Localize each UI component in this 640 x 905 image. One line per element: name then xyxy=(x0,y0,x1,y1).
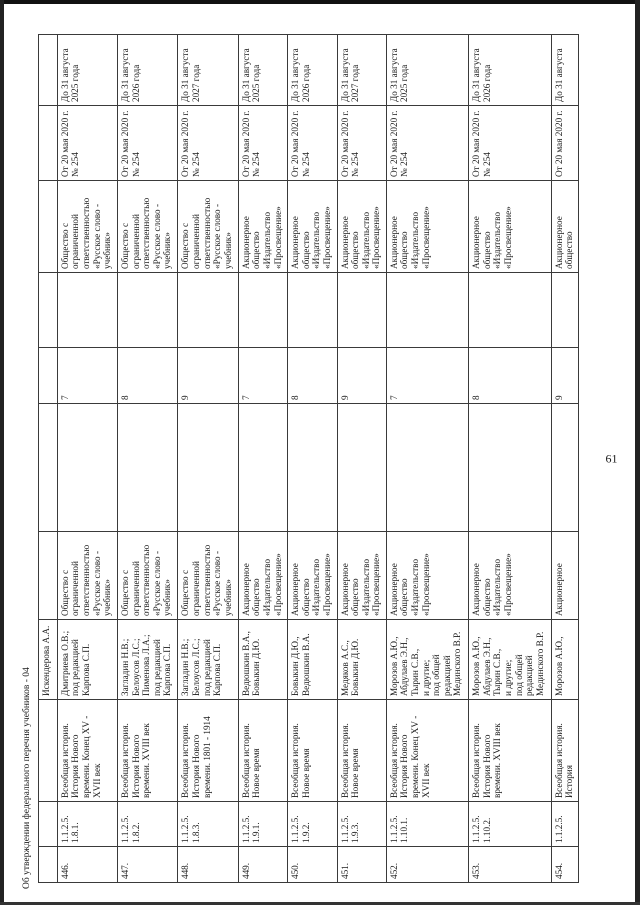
cell-until: До 31 августа 2026 года xyxy=(118,35,178,106)
cell-org: Акционерное общество «Издательство «Просвещение» xyxy=(469,181,551,273)
cell-title: Всеобщая история. История Нового времени. XVIII век xyxy=(118,700,178,802)
cell-code: 1.1.2.5. 1.8.1. xyxy=(57,802,117,847)
cell-title: Всеобщая история. Новое время xyxy=(337,700,386,802)
cell-order xyxy=(39,106,58,181)
cell-publisher: Общество с ограниченной ответственностью «Русское слово - учебник» xyxy=(118,532,178,620)
cell-code: 1.1.2.5. 1.9.1. xyxy=(238,802,287,847)
cell-until: До 31 августа 2025 года xyxy=(386,35,468,106)
cell-num: 452. xyxy=(386,847,468,883)
table-row xyxy=(118,35,178,883)
table-row xyxy=(238,35,287,883)
cell-code: 1.1.2.5. 1.8.3. xyxy=(178,802,238,847)
footer-note: Об утверждении федерального перечня учебников - 04 xyxy=(22,667,32,889)
cell-until: До 31 августа 2027 года xyxy=(178,35,238,106)
cell-num: 447. xyxy=(118,847,178,883)
cell-org: Акционерное общество xyxy=(551,181,578,273)
cell-org: Общество с ограниченной ответственностью «Русское слово - учебник» xyxy=(178,181,238,273)
table-row xyxy=(288,35,337,883)
cell-order: От 20 мая 2020 г. № 254 xyxy=(337,106,386,181)
cell-empty xyxy=(337,404,386,532)
table-row xyxy=(551,35,578,883)
cell-publisher xyxy=(39,532,58,620)
cell-authors: Искендерова А.А. xyxy=(39,620,58,700)
cell-org xyxy=(39,181,58,273)
cell-until: До 31 августа 2026 года xyxy=(469,35,551,106)
cell-title xyxy=(39,700,58,802)
cell-code: 1.1.2.5. 1.8.2. xyxy=(118,802,178,847)
cell-grade: 9 xyxy=(551,348,578,404)
cell-code: 1.1.2.5. 1.10.2. xyxy=(469,802,551,847)
cell-title: Всеобщая история. История Нового времени. XVIII век xyxy=(469,700,551,802)
cell-title: Всеобщая история. История Нового времени. Конец XV - XVII век xyxy=(386,700,468,802)
cell-order: От 20 мая 2020 г. № 254 xyxy=(288,106,337,181)
cell-num xyxy=(39,847,58,883)
table-row xyxy=(57,35,117,883)
continuation-row xyxy=(39,35,58,883)
cell-empty xyxy=(469,404,551,532)
cell-order: От 20 мая 2020 г. № 254 xyxy=(238,106,287,181)
cell-title: Всеобщая история. Новое время xyxy=(238,700,287,802)
cell-empty xyxy=(57,404,117,532)
cell-empty xyxy=(288,404,337,532)
cell-order: От 20 мая 2020 г. № 254 xyxy=(178,106,238,181)
cell-code: 1.1.2.5. 1.9.3. xyxy=(337,802,386,847)
cell-order: От 20 мая 2020 г. № 254 xyxy=(469,106,551,181)
cell-publisher: Акционерное общество «Издательство «Просвещение» xyxy=(337,532,386,620)
cell-empty xyxy=(469,273,551,348)
cell-grade: 9 xyxy=(337,348,386,404)
cell-empty xyxy=(288,273,337,348)
cell-title: Всеобщая история. История Нового времени. 1801 - 1914 xyxy=(178,700,238,802)
cell-grade xyxy=(39,348,58,404)
cell-order: От 20 мая 2020 г. № 254 xyxy=(118,106,178,181)
cell-num: 446. xyxy=(57,847,117,883)
cell-until: До 31 августа 2027 года xyxy=(337,35,386,106)
cell-empty xyxy=(551,273,578,348)
cell-grade: 8 xyxy=(469,348,551,404)
cell-empty xyxy=(551,404,578,532)
cell-order: От 20 мая 2020 г. xyxy=(551,106,578,181)
cell-grade: 9 xyxy=(178,348,238,404)
cell-title: Всеобщая история. Новое время xyxy=(288,700,337,802)
cell-until: До 31 августа 2026 года xyxy=(288,35,337,106)
cell-num: 454. xyxy=(551,847,578,883)
cell-num: 451. xyxy=(337,847,386,883)
cell-grade: 7 xyxy=(386,348,468,404)
cell-until: До 31 августа 2025 года xyxy=(238,35,287,106)
cell-grade: 8 xyxy=(288,348,337,404)
cell-org: Общество с ограниченной ответственностью «Русское слово - учебник» xyxy=(57,181,117,273)
cell-authors: Ведюшкин В.А., Бовыкин Д.Ю. xyxy=(238,620,287,700)
table-row xyxy=(386,35,468,883)
cell-code: 1.1.2.5. xyxy=(551,802,578,847)
cell-empty xyxy=(337,273,386,348)
cell-empty xyxy=(178,404,238,532)
cell-grade: 7 xyxy=(238,348,287,404)
cell-authors: Дмитриева О.В.; под редакцией Карпова С.П. xyxy=(57,620,117,700)
cell-num: 450. xyxy=(288,847,337,883)
cell-publisher: Акционерное xyxy=(551,532,578,620)
cell-empty xyxy=(386,273,468,348)
cell-num: 453. xyxy=(469,847,551,883)
cell-code: 1.1.2.5. 1.10.1. xyxy=(386,802,468,847)
cell-org: Акционерное общество «Издательство «Просвещение» xyxy=(386,181,468,273)
cell-authors: Медяков А.С., Бовыкин Д.Ю. xyxy=(337,620,386,700)
cell-authors: Морозов А.Ю., Абдулаев Э.Н., Тырин С.В., и другие; под общей редакцией Мединского В.Р. xyxy=(386,620,468,700)
cell-num: 449. xyxy=(238,847,287,883)
cell-title: Всеобщая история. История Нового времени. Конец XV - XVII век xyxy=(57,700,117,802)
cell-empty xyxy=(118,273,178,348)
cell-until: До 31 августа xyxy=(551,35,578,106)
cell-org: Акционерное общество «Издательство «Просвещение» xyxy=(238,181,287,273)
cell-org: Акционерное общество «Издательство «Просвещение» xyxy=(288,181,337,273)
cell-publisher: Акционерное общество «Издательство «Просвещение» xyxy=(386,532,468,620)
cell-org: Общество с ограниченной ответственностью «Русское слово - учебник» xyxy=(118,181,178,273)
cell-empty xyxy=(238,404,287,532)
textbook-list-table xyxy=(38,34,579,883)
cell-empty xyxy=(178,273,238,348)
cell-publisher: Акционерное общество «Издательство «Просвещение» xyxy=(469,532,551,620)
cell-grade: 7 xyxy=(57,348,117,404)
cell-num: 448. xyxy=(178,847,238,883)
page-number: 61 xyxy=(605,451,618,466)
cell-empty xyxy=(238,273,287,348)
table-row xyxy=(178,35,238,883)
cell-empty xyxy=(57,273,117,348)
table-row xyxy=(337,35,386,883)
cell-grade: 8 xyxy=(118,348,178,404)
cell-code xyxy=(39,802,58,847)
cell-authors: Загладин Н.В.; Белоусов Л.С.; Пименова Л.А.; под редакцией Карпова С.П. xyxy=(118,620,178,700)
cell-publisher: Общество с ограниченной ответственностью «Русское слово - учебник» xyxy=(178,532,238,620)
cell-org: Акционерное общество «Издательство «Просвещение» xyxy=(337,181,386,273)
cell-authors: Морозов А.Ю., xyxy=(551,620,578,700)
cell-publisher: Акционерное общество «Издательство «Просвещение» xyxy=(288,532,337,620)
cell-empty xyxy=(39,273,58,348)
cell-empty xyxy=(386,404,468,532)
cell-until xyxy=(39,35,58,106)
cell-order: От 20 мая 2020 г. № 254 xyxy=(57,106,117,181)
cell-empty xyxy=(39,404,58,532)
cell-publisher: Общество с ограниченной ответственностью «Русское слово - учебник» xyxy=(57,532,117,620)
cell-authors: Загладин Н.В.; Белоусов Л.С.; под редакцией Карпова С.П. xyxy=(178,620,238,700)
cell-order: От 20 мая 2020 г. № 254 xyxy=(386,106,468,181)
cell-empty xyxy=(118,404,178,532)
cell-until: До 31 августа 2025 года xyxy=(57,35,117,106)
cell-authors: Морозов А.Ю., Абдулаев Э.Н., Тырин С.В., и другие; под общей редакцией Мединского В.Р. xyxy=(469,620,551,700)
table-row xyxy=(469,35,551,883)
cell-code: 1.1.2.5. 1.9.2. xyxy=(288,802,337,847)
cell-publisher: Акционерное общество «Издательство «Просвещение» xyxy=(238,532,287,620)
cell-title: Всеобщая история. История xyxy=(551,700,578,802)
cell-authors: Бовыкин Д.Ю., Ведюшкин В.А. xyxy=(288,620,337,700)
